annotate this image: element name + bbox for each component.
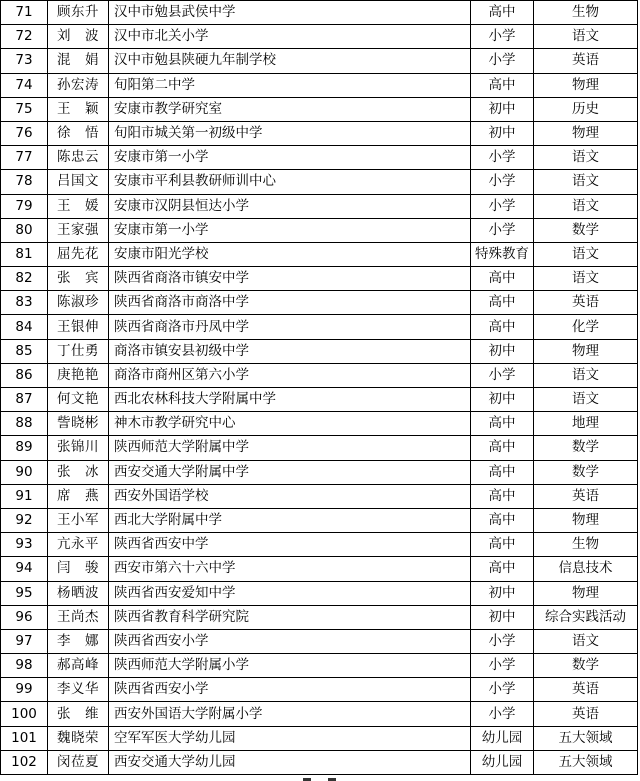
teacher-name-cell: 席 燕 bbox=[48, 484, 109, 508]
table-row bbox=[1, 242, 638, 266]
school-name-cell: 西安外国语学校 bbox=[109, 484, 471, 508]
school-level-cell: 小学 bbox=[471, 218, 534, 242]
row-number-cell: 84 bbox=[1, 315, 48, 339]
row-number-cell: 102 bbox=[1, 750, 48, 774]
row-number-cell: 92 bbox=[1, 508, 48, 532]
school-level-cell: 高中 bbox=[471, 291, 534, 315]
row-number-cell: 98 bbox=[1, 654, 48, 678]
table-row bbox=[1, 702, 638, 726]
row-number-cell: 71 bbox=[1, 1, 48, 25]
school-name-cell: 陕西省西安小学 bbox=[109, 678, 471, 702]
row-number-cell: 94 bbox=[1, 557, 48, 581]
school-level-cell: 高中 bbox=[471, 557, 534, 581]
teacher-name-cell: 王 媛 bbox=[48, 194, 109, 218]
teacher-name-cell: 魏晓荣 bbox=[48, 726, 109, 750]
table-row bbox=[1, 436, 638, 460]
subject-cell: 语文 bbox=[534, 267, 638, 291]
school-name-cell: 西安外国语大学附属小学 bbox=[109, 702, 471, 726]
school-level-cell: 初中 bbox=[471, 581, 534, 605]
school-level-cell: 高中 bbox=[471, 267, 534, 291]
school-name-cell: 安康市第一小学 bbox=[109, 146, 471, 170]
school-level-cell: 小学 bbox=[471, 194, 534, 218]
row-number-cell: 91 bbox=[1, 484, 48, 508]
subject-cell: 综合实践活动 bbox=[534, 605, 638, 629]
subject-cell: 语文 bbox=[534, 194, 638, 218]
school-name-cell: 旬阳第二中学 bbox=[109, 73, 471, 97]
school-name-cell: 安康市第一小学 bbox=[109, 218, 471, 242]
table-row bbox=[1, 484, 638, 508]
school-level-cell: 高中 bbox=[471, 460, 534, 484]
school-level-cell: 高中 bbox=[471, 436, 534, 460]
teacher-name-cell: 亢永平 bbox=[48, 533, 109, 557]
school-level-cell: 小学 bbox=[471, 654, 534, 678]
table-row bbox=[1, 750, 638, 774]
school-level-cell: 高中 bbox=[471, 508, 534, 532]
subject-cell: 物理 bbox=[534, 339, 638, 363]
school-level-cell: 高中 bbox=[471, 1, 534, 25]
school-level-cell: 高中 bbox=[471, 533, 534, 557]
subject-cell: 数学 bbox=[534, 654, 638, 678]
table-row bbox=[1, 97, 638, 121]
school-level-cell: 高中 bbox=[471, 484, 534, 508]
school-level-cell: 小学 bbox=[471, 25, 534, 49]
teacher-name-cell: 王 颖 bbox=[48, 97, 109, 121]
subject-cell: 英语 bbox=[534, 678, 638, 702]
table-row bbox=[1, 170, 638, 194]
table-row bbox=[1, 339, 638, 363]
teacher-name-cell: 混 娟 bbox=[48, 49, 109, 73]
row-number-cell: 99 bbox=[1, 678, 48, 702]
row-number-cell: 78 bbox=[1, 170, 48, 194]
subject-cell: 生物 bbox=[534, 1, 638, 25]
school-name-cell: 安康市平利县教研师训中心 bbox=[109, 170, 471, 194]
school-level-cell: 初中 bbox=[471, 97, 534, 121]
row-number-cell: 77 bbox=[1, 146, 48, 170]
school-level-cell: 小学 bbox=[471, 146, 534, 170]
row-number-cell: 74 bbox=[1, 73, 48, 97]
table-row bbox=[1, 121, 638, 145]
teacher-name-cell: 何文艳 bbox=[48, 388, 109, 412]
school-level-cell: 小学 bbox=[471, 678, 534, 702]
school-level-cell: 高中 bbox=[471, 412, 534, 436]
teacher-name-cell: 孙宏涛 bbox=[48, 73, 109, 97]
table-row bbox=[1, 291, 638, 315]
teacher-name-cell: 訾晓彬 bbox=[48, 412, 109, 436]
school-name-cell: 空军军医大学幼儿园 bbox=[109, 726, 471, 750]
school-level-cell: 小学 bbox=[471, 49, 534, 73]
teacher-name-cell: 张 维 bbox=[48, 702, 109, 726]
row-number-cell: 72 bbox=[1, 25, 48, 49]
school-level-cell: 初中 bbox=[471, 605, 534, 629]
subject-cell: 语文 bbox=[534, 363, 638, 387]
subject-cell: 地理 bbox=[534, 412, 638, 436]
table-row bbox=[1, 388, 638, 412]
teacher-name-cell: 陈淑珍 bbox=[48, 291, 109, 315]
subject-cell: 语文 bbox=[534, 388, 638, 412]
school-level-cell: 小学 bbox=[471, 629, 534, 653]
school-level-cell: 初中 bbox=[471, 339, 534, 363]
teacher-name-cell: 丁仕勇 bbox=[48, 339, 109, 363]
table-row bbox=[1, 315, 638, 339]
teacher-name-cell: 陈忠云 bbox=[48, 146, 109, 170]
row-number-cell: 89 bbox=[1, 436, 48, 460]
teacher-name-cell: 郝高峰 bbox=[48, 654, 109, 678]
school-name-cell: 陕西省商洛市镇安中学 bbox=[109, 267, 471, 291]
subject-cell: 英语 bbox=[534, 291, 638, 315]
school-name-cell: 陕西省教育科学研究院 bbox=[109, 605, 471, 629]
subject-cell: 语文 bbox=[534, 25, 638, 49]
row-number-cell: 97 bbox=[1, 629, 48, 653]
row-number-cell: 90 bbox=[1, 460, 48, 484]
school-level-cell: 高中 bbox=[471, 315, 534, 339]
table-row bbox=[1, 146, 638, 170]
school-name-cell: 陕西省西安中学 bbox=[109, 533, 471, 557]
subject-cell: 生物 bbox=[534, 533, 638, 557]
teacher-name-cell: 王家强 bbox=[48, 218, 109, 242]
row-number-cell: 80 bbox=[1, 218, 48, 242]
school-level-cell: 小学 bbox=[471, 170, 534, 194]
teacher-name-cell: 闫 骏 bbox=[48, 557, 109, 581]
table-row bbox=[1, 726, 638, 750]
table-row bbox=[1, 654, 638, 678]
subject-cell: 英语 bbox=[534, 484, 638, 508]
school-name-cell: 西安交通大学附属中学 bbox=[109, 460, 471, 484]
row-number-cell: 79 bbox=[1, 194, 48, 218]
school-name-cell: 西北农林科技大学附属中学 bbox=[109, 388, 471, 412]
table-row bbox=[1, 49, 638, 73]
row-number-cell: 82 bbox=[1, 267, 48, 291]
subject-cell: 物理 bbox=[534, 73, 638, 97]
teacher-name-cell: 王银伸 bbox=[48, 315, 109, 339]
school-level-cell: 初中 bbox=[471, 388, 534, 412]
row-number-cell: 76 bbox=[1, 121, 48, 145]
row-number-cell: 100 bbox=[1, 702, 48, 726]
row-number-cell: 96 bbox=[1, 605, 48, 629]
row-number-cell: 87 bbox=[1, 388, 48, 412]
school-name-cell: 安康市阳光学校 bbox=[109, 242, 471, 266]
school-name-cell: 汉中市勉县陕硬九年制学校 bbox=[109, 49, 471, 73]
table-row bbox=[1, 557, 638, 581]
school-name-cell: 陕西省商洛市丹凤中学 bbox=[109, 315, 471, 339]
table-row bbox=[1, 460, 638, 484]
school-name-cell: 神木市教学研究中心 bbox=[109, 412, 471, 436]
subject-cell: 语文 bbox=[534, 170, 638, 194]
teacher-name-cell: 李 娜 bbox=[48, 629, 109, 653]
teacher-name-cell: 庚艳艳 bbox=[48, 363, 109, 387]
school-name-cell: 陕西师范大学附属中学 bbox=[109, 436, 471, 460]
school-name-cell: 陕西省商洛市商洛中学 bbox=[109, 291, 471, 315]
table-row bbox=[1, 194, 638, 218]
school-name-cell: 陕西省西安爱知中学 bbox=[109, 581, 471, 605]
table-row bbox=[1, 218, 638, 242]
row-number-cell: 83 bbox=[1, 291, 48, 315]
school-name-cell: 安康市汉阴县恒达小学 bbox=[109, 194, 471, 218]
school-level-cell: 小学 bbox=[471, 702, 534, 726]
row-number-cell: 88 bbox=[1, 412, 48, 436]
school-name-cell: 旬阳市城关第一初级中学 bbox=[109, 121, 471, 145]
teacher-name-cell: 张 冰 bbox=[48, 460, 109, 484]
school-level-cell: 小学 bbox=[471, 363, 534, 387]
teacher-name-cell: 刘 波 bbox=[48, 25, 109, 49]
school-name-cell: 商洛市镇安县初级中学 bbox=[109, 339, 471, 363]
school-level-cell: 初中 bbox=[471, 121, 534, 145]
subject-cell: 语文 bbox=[534, 629, 638, 653]
school-level-cell: 幼儿园 bbox=[471, 726, 534, 750]
teacher-name-cell: 杨晒波 bbox=[48, 581, 109, 605]
teacher-name-cell: 吕国文 bbox=[48, 170, 109, 194]
subject-cell: 数学 bbox=[534, 218, 638, 242]
row-number-cell: 86 bbox=[1, 363, 48, 387]
row-number-cell: 81 bbox=[1, 242, 48, 266]
subject-cell: 物理 bbox=[534, 508, 638, 532]
row-number-cell: 101 bbox=[1, 726, 48, 750]
row-number-cell: 85 bbox=[1, 339, 48, 363]
table-row bbox=[1, 25, 638, 49]
school-name-cell: 汉中市勉县武侯中学 bbox=[109, 1, 471, 25]
teacher-name-cell: 张锦川 bbox=[48, 436, 109, 460]
teacher-name-cell: 徐 悟 bbox=[48, 121, 109, 145]
school-level-cell: 特殊教育 bbox=[471, 242, 534, 266]
subject-cell: 语文 bbox=[534, 146, 638, 170]
subject-cell: 英语 bbox=[534, 49, 638, 73]
subject-cell: 物理 bbox=[534, 121, 638, 145]
row-number-cell: 95 bbox=[1, 581, 48, 605]
subject-cell: 历史 bbox=[534, 97, 638, 121]
subject-cell: 数学 bbox=[534, 436, 638, 460]
subject-cell: 物理 bbox=[534, 581, 638, 605]
table-body bbox=[1, 1, 638, 775]
table-row bbox=[1, 412, 638, 436]
table-row bbox=[1, 1, 638, 25]
subject-cell: 化学 bbox=[534, 315, 638, 339]
subject-cell: 数学 bbox=[534, 460, 638, 484]
table-row bbox=[1, 73, 638, 97]
table-row bbox=[1, 605, 638, 629]
teacher-name-cell: 李义华 bbox=[48, 678, 109, 702]
school-level-cell: 高中 bbox=[471, 73, 534, 97]
teacher-name-cell: 王尚杰 bbox=[48, 605, 109, 629]
row-number-cell: 75 bbox=[1, 97, 48, 121]
school-name-cell: 陕西省西安小学 bbox=[109, 629, 471, 653]
table-row bbox=[1, 629, 638, 653]
table-row bbox=[1, 678, 638, 702]
teacher-name-cell: 张 宾 bbox=[48, 267, 109, 291]
school-name-cell: 商洛市商州区第六小学 bbox=[109, 363, 471, 387]
table-row bbox=[1, 363, 638, 387]
subject-cell: 语文 bbox=[534, 242, 638, 266]
teacher-name-cell: 闵莅夏 bbox=[48, 750, 109, 774]
teacher-name-cell: 屈先花 bbox=[48, 242, 109, 266]
subject-cell: 五大领域 bbox=[534, 750, 638, 774]
row-number-cell: 73 bbox=[1, 49, 48, 73]
school-name-cell: 汉中市北关小学 bbox=[109, 25, 471, 49]
school-name-cell: 西北大学附属中学 bbox=[109, 508, 471, 532]
school-level-cell: 幼儿园 bbox=[471, 750, 534, 774]
table-row bbox=[1, 581, 638, 605]
teacher-name-cell: 王小军 bbox=[48, 508, 109, 532]
table-row bbox=[1, 267, 638, 291]
row-number-cell: 93 bbox=[1, 533, 48, 557]
table-row bbox=[1, 508, 638, 532]
subject-cell: 英语 bbox=[534, 702, 638, 726]
school-name-cell: 安康市教学研究室 bbox=[109, 97, 471, 121]
table-row bbox=[1, 533, 638, 557]
school-name-cell: 西安市第六十六中学 bbox=[109, 557, 471, 581]
teacher-name-cell: 顾东升 bbox=[48, 1, 109, 25]
school-name-cell: 西安交通大学幼儿园 bbox=[109, 750, 471, 774]
school-name-cell: 陕西师范大学附属小学 bbox=[109, 654, 471, 678]
subject-cell: 五大领域 bbox=[534, 726, 638, 750]
subject-cell: 信息技术 bbox=[534, 557, 638, 581]
